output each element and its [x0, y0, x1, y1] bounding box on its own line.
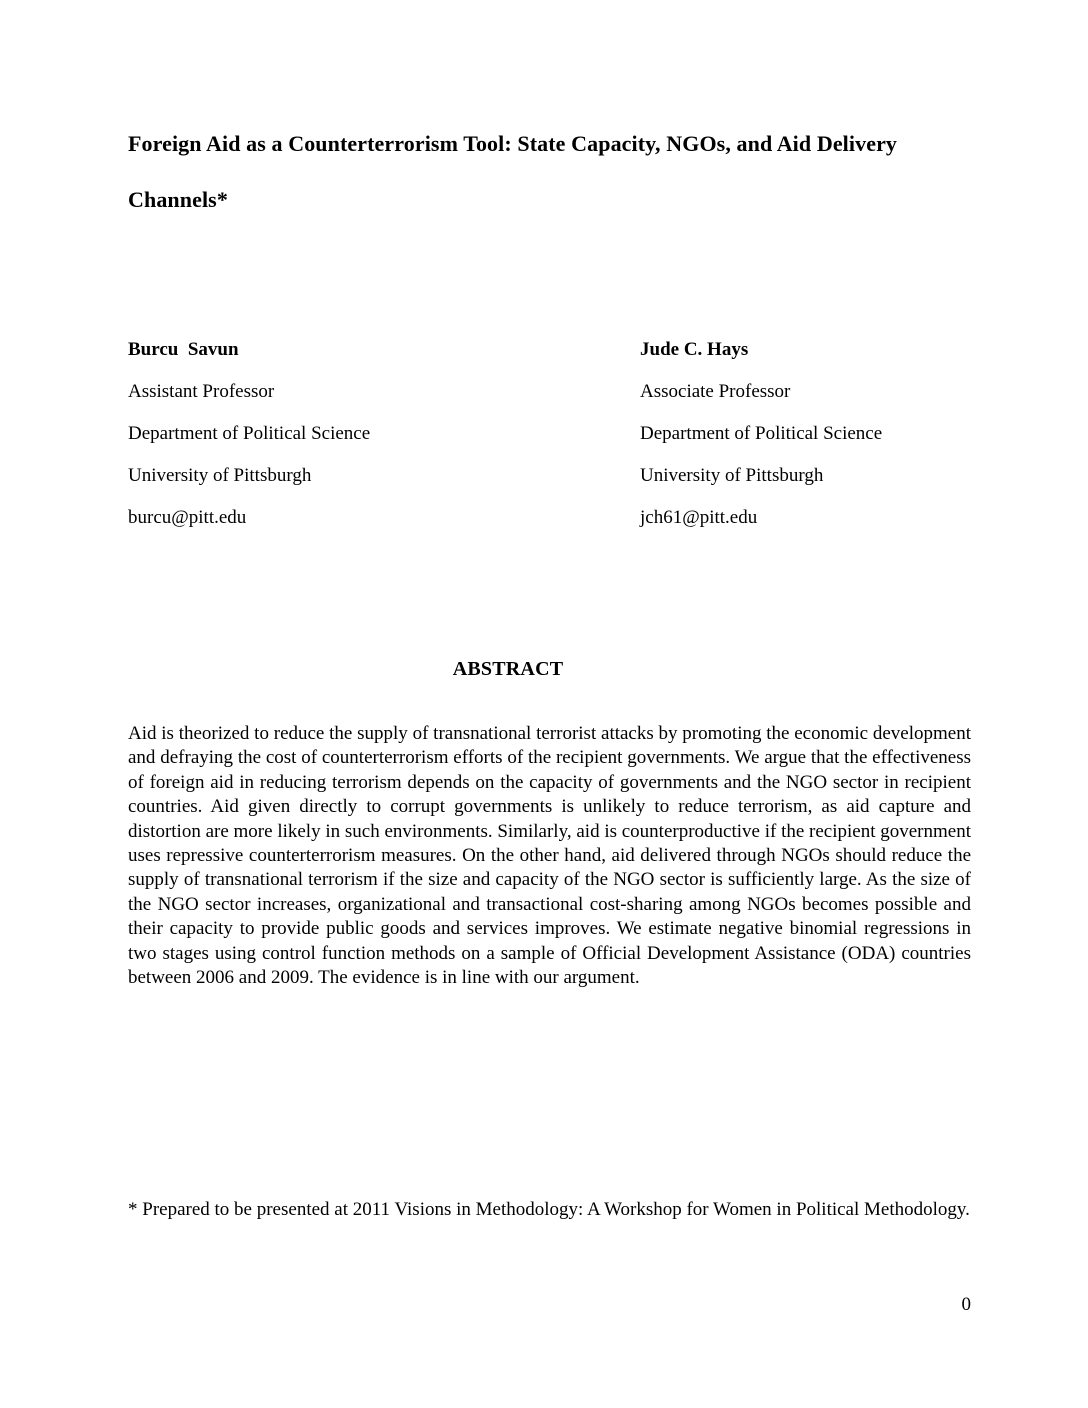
author-name: Jude C. Hays — [640, 339, 749, 360]
page-number: 0 — [961, 1294, 971, 1315]
author-name: Burcu Savun — [128, 339, 239, 360]
author-email: burcu@pitt.edu — [128, 507, 247, 528]
footnote: * Prepared to be presented at 2011 Visions in Methodology: A Workshop for Women in Political Methodology. — [128, 1199, 970, 1220]
author-department: Department of Political Science — [640, 423, 883, 444]
author-email: jch61@pitt.edu — [640, 507, 758, 528]
author-position: Assistant Professor — [128, 381, 275, 402]
abstract-text: Aid is theorized to reduce the supply of transnational terrorist attacks by promoting the economic development and defraying the cost of counterterrorism efforts of the recipient governments. We argue that the effectiveness of foreign aid in reducing terrorism depends on the capacity of governments and the NGO sector in recipient countries. Aid given directly to corrupt governments is unlikely to reduce terrorism, as aid capture and distortion are more likely in such environments. Similarly, aid is counterproductive if the recipient government uses repressive counterterrorism measures. On the other hand, aid delivered through NGOs should reduce the supply of transnational terrorism if the size and capacity of the NGO sector is sufficiently large. As the size of the NGO sector increases, organizational and transactional cost-sharing among NGOs becomes possible and their capacity to provide public goods and services improves. We estimate negative binomial regressions in two stages using control function methods on a sample of Official Development Assistance (ODA) countries between 2006 and 2009. The evidence is in line with our argument. — [128, 723, 971, 989]
author-department: Department of Political Science — [128, 423, 371, 444]
author-university: University of Pittsburgh — [640, 465, 824, 486]
paper-title: Foreign Aid as a Counterterrorism Tool: State Capacity, NGOs, and Aid Delivery Channels* — [128, 131, 898, 212]
abstract-heading: ABSTRACT — [452, 658, 564, 680]
author-block-left — [128, 329, 588, 539]
author-university: University of Pittsburgh — [128, 465, 312, 486]
author-block-right — [640, 329, 1088, 539]
author-position: Associate Professor — [640, 381, 791, 402]
